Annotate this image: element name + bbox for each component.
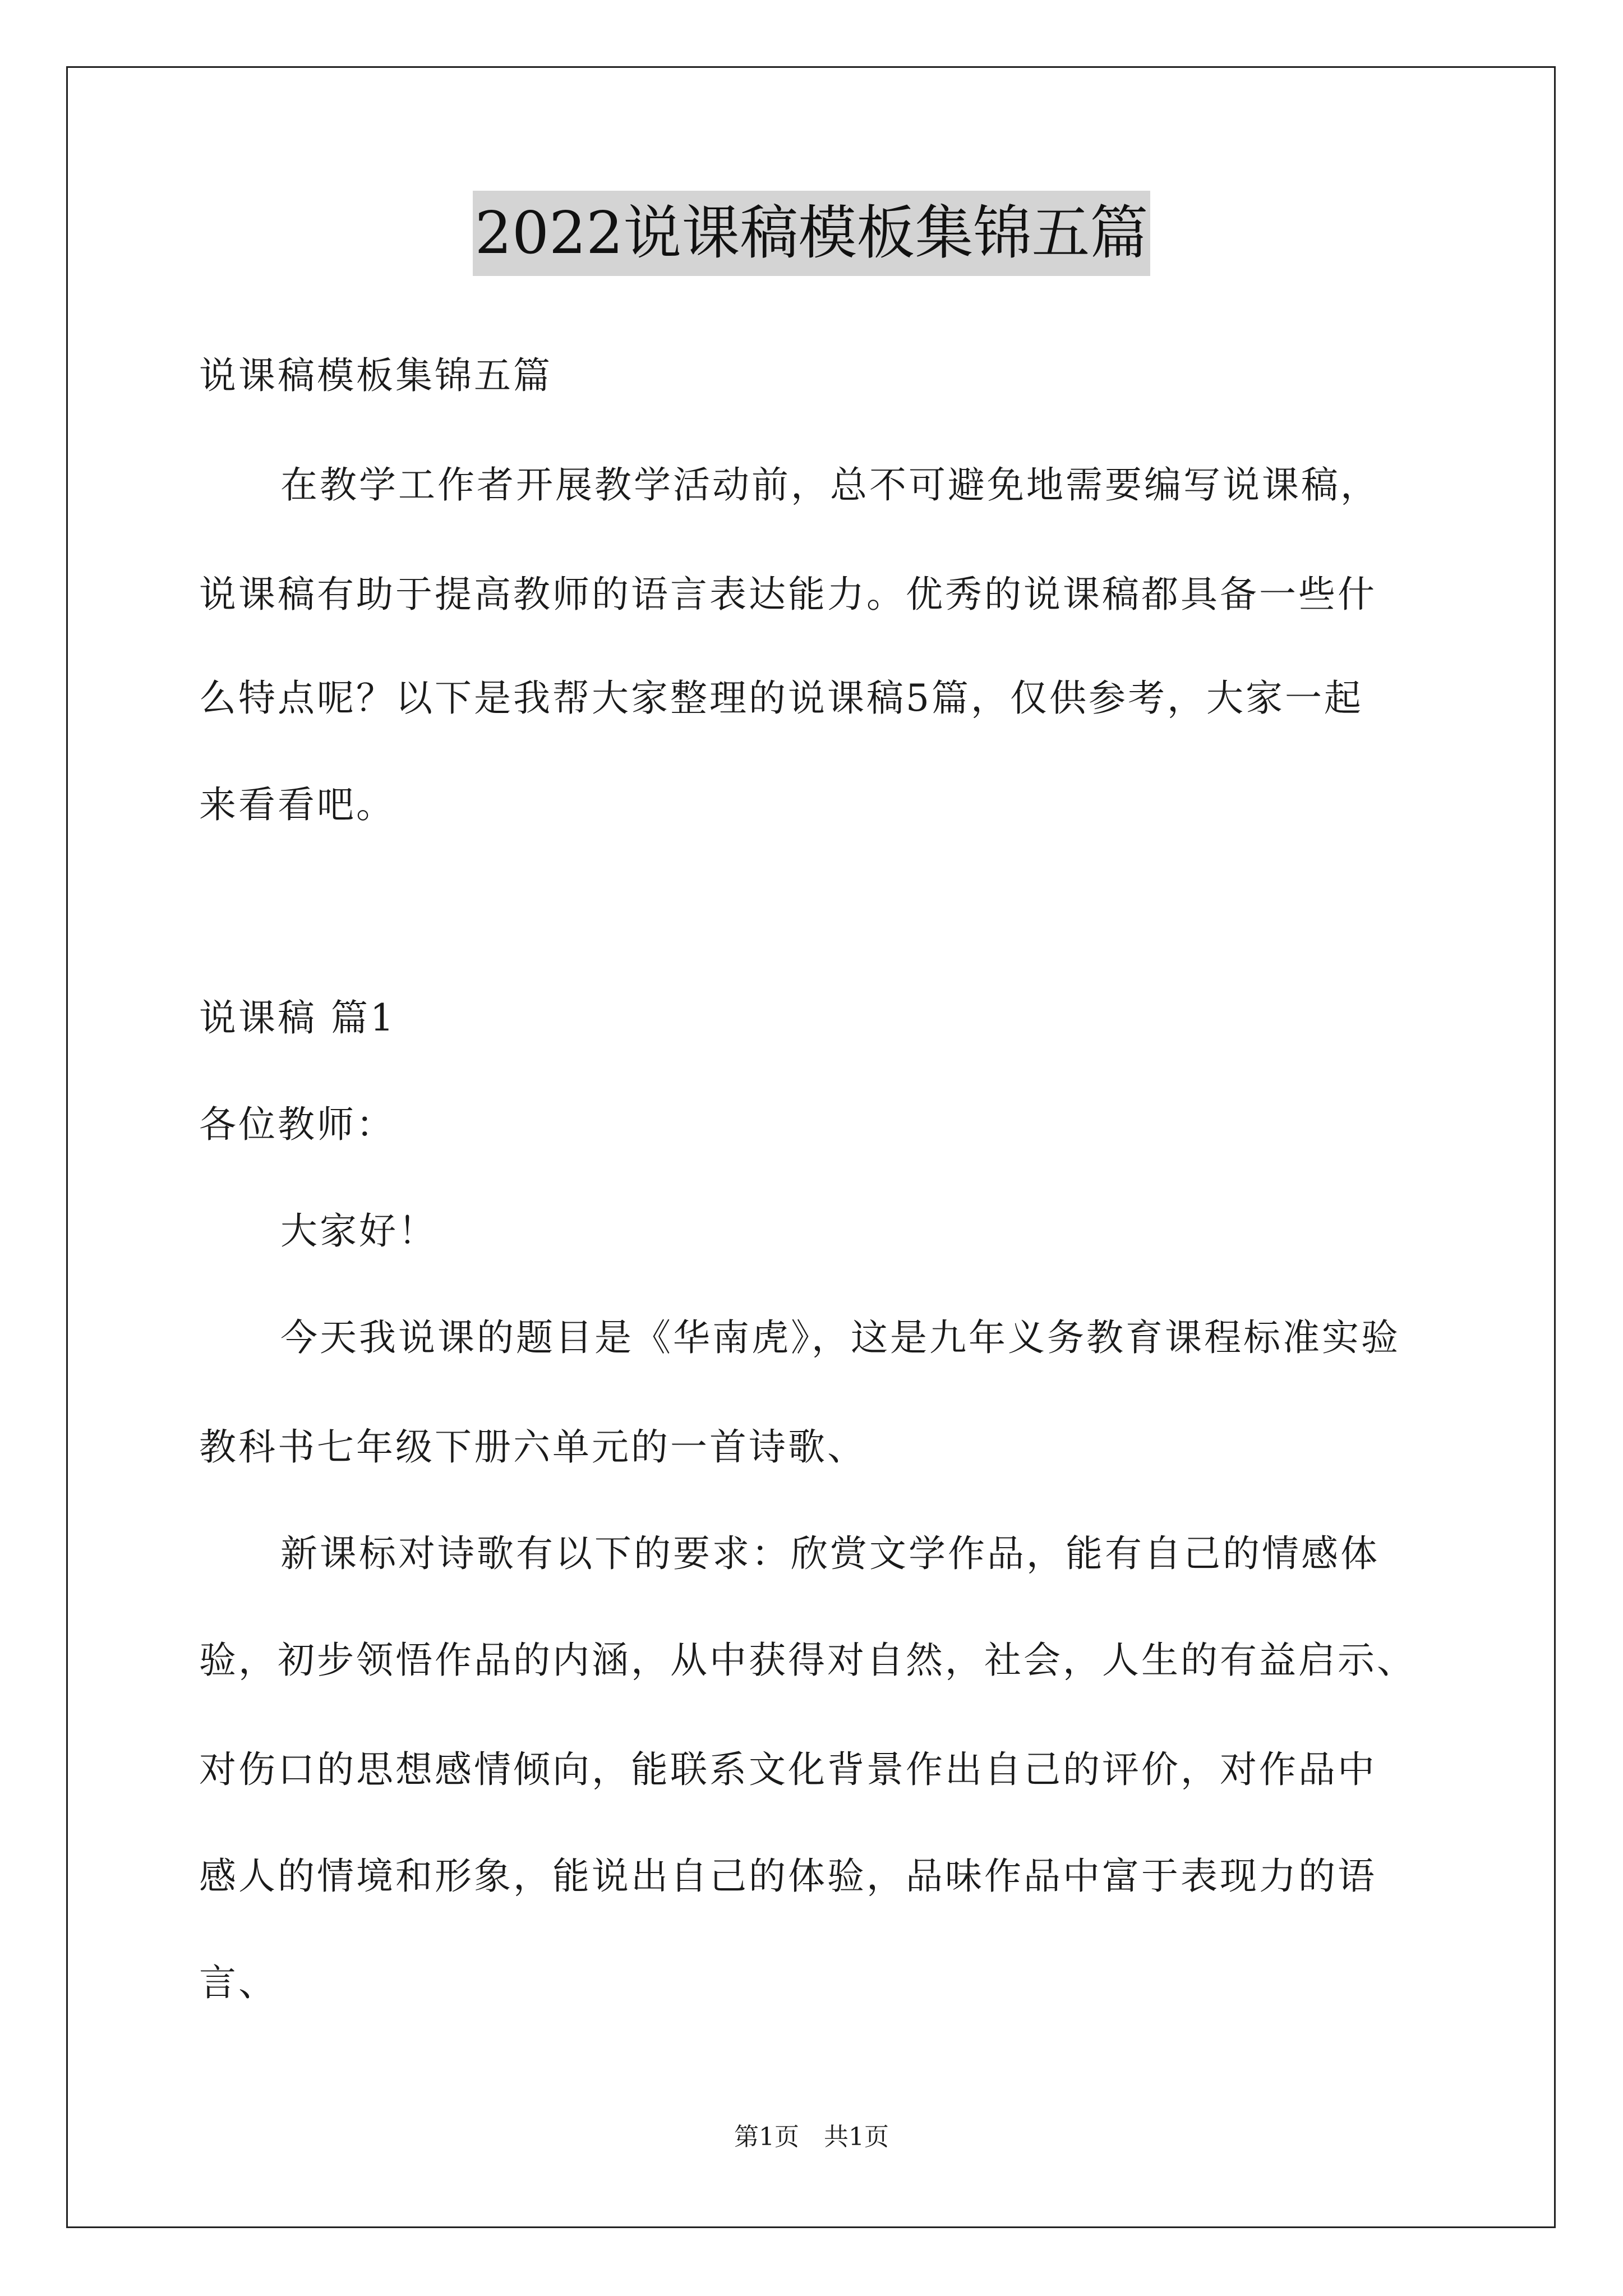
paragraph-line: 感人的情境和形象，能说出自己的体验，品味作品中富于表现力的语 xyxy=(199,1855,1377,1898)
paragraph-line: 在教学工作者开展教学活动前，总不可避免地需要编写说课稿， xyxy=(280,463,1380,507)
document-title: 2022说课稿模板集锦五篇 xyxy=(473,191,1151,276)
paragraph-line: 言、 xyxy=(199,1961,278,2004)
greeting-line: 大家好！ xyxy=(280,1209,437,1253)
paragraph-line: 新课标对诗歌有以下的要求：欣赏文学作品，能有自己的情感体 xyxy=(280,1532,1380,1575)
paragraph-line: 来看看吧。 xyxy=(199,783,395,826)
page-footer: 第1页 共1页 xyxy=(734,2123,889,2151)
section-heading: 说课稿 篇1 xyxy=(199,996,396,1039)
subtitle-line: 说课稿模板集锦五篇 xyxy=(199,354,552,397)
title-container xyxy=(0,191,1623,276)
paragraph-line: 今天我说课的题目是《华南虎》，这是九年义务教育课程标准实验 xyxy=(280,1316,1400,1359)
paragraph-line: 说课稿有助于提高教师的语言表达能力。优秀的说课稿都具备一些什 xyxy=(199,573,1377,616)
paragraph-line: 验，初步领悟作品的内涵，从中获得对自然，社会，人生的有益启示、 xyxy=(199,1639,1416,1682)
salutation-line: 各位教师： xyxy=(199,1103,395,1146)
paragraph-line: 对伤口的思想感情倾向，能联系文化背景作出自己的评价，对作品中 xyxy=(199,1748,1377,1791)
paragraph-line: 教科书七年级下册六单元的一首诗歌、 xyxy=(199,1425,866,1469)
paragraph-line: 么特点呢？以下是我帮大家整理的说课稿5篇，仅供参考，大家一起 xyxy=(199,677,1363,720)
